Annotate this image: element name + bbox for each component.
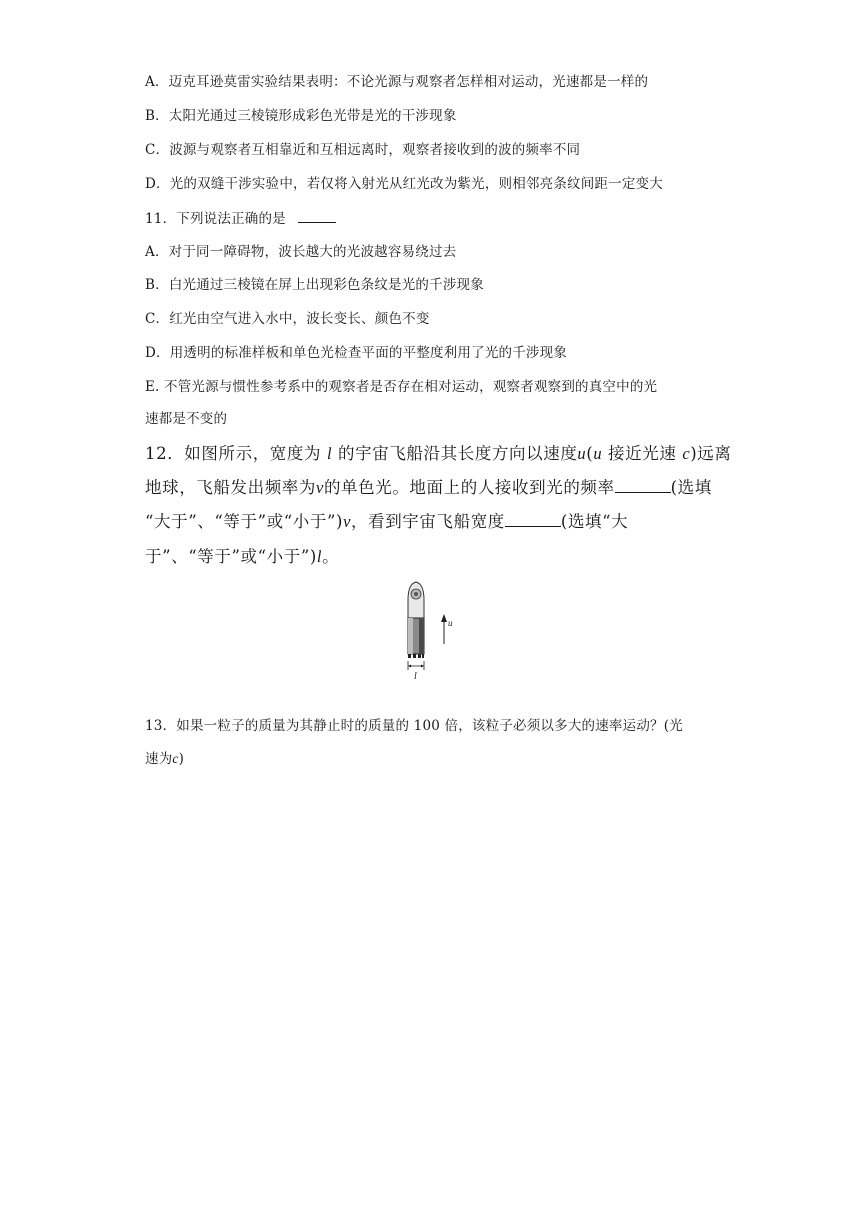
q11-stem-text: 11．下列说法正确的是 — [145, 211, 286, 227]
q10-option-a: A．迈克耳逊莫雷实验结果表明：不论光源与观察者怎样相对运动，光速都是一样的 — [145, 74, 649, 90]
figure-label-l: l — [414, 671, 417, 682]
figure-label-u: u — [448, 618, 453, 628]
q12-var-c: c — [682, 444, 691, 463]
q11-option-e: E. 不管光源与惯性参考系中的观察者是否存在相对运动，观察者观察到的真空中的光 — [145, 379, 658, 395]
q12-text: (选填 — [670, 478, 712, 497]
q12-text: 地球，飞船发出频率为 — [145, 478, 316, 497]
q13-line-1: 13．如果一粒子的质量为其静止时的质量的 100 倍，该粒子必须以多大的速率运动？(光 — [145, 718, 683, 734]
q10-option-b: B．太阳光通过三棱镜形成彩色光带是光的干涉现象 — [145, 108, 457, 124]
q13-var-c: c — [172, 751, 179, 766]
q12-answer-blank-2 — [505, 510, 561, 527]
q12-line-2 — [145, 476, 712, 500]
q13-text: 速为 — [145, 751, 173, 767]
q12-text: 于”、“等于”或“小于”) — [145, 547, 317, 566]
q12-text: ( — [586, 444, 594, 463]
q10-option-c: C．波源与观察者互相靠近和互相远离时，观察者接收到的波的频率不同 — [145, 142, 581, 158]
q13-text: ) — [178, 751, 185, 767]
q11-option-c: C．红光由空气进入水中，波长变长、颜色不变 — [145, 311, 430, 327]
q12-var-u: u — [593, 444, 603, 463]
q12-var-nu: ν — [343, 512, 351, 531]
q12-text: ，看到宇宙飞船宽度 — [351, 512, 505, 531]
q12-text: “大于”、“等于”或“小于”) — [145, 512, 344, 531]
q12-text: 12．如图所示，宽度为 — [145, 444, 322, 463]
q11-option-b: B．白光通过三棱镜在屏上出现彩色条纹是光的千涉现象 — [145, 277, 484, 293]
q11-option-a: A．对于同一障碍物，波长越大的光波越容易绕过去 — [145, 244, 457, 260]
q11-stem — [145, 208, 336, 229]
q12-answer-blank-1 — [615, 476, 671, 493]
q12-line-1 — [145, 442, 732, 466]
spaceship-figure — [396, 578, 466, 682]
q11-option-d: D．用透明的标准样板和单色光检查平面的平整度利用了光的千涉现象 — [145, 345, 568, 361]
q13-line-2 — [145, 749, 184, 769]
q12-var-u: u — [577, 444, 587, 463]
q12-text: 。 — [322, 547, 340, 566]
q11-option-e-cont: 速都是不变的 — [145, 411, 228, 427]
q12-text: 的单色光。地面上的人接收到光的频率 — [323, 478, 615, 497]
q12-text: 接近光速 — [608, 444, 677, 463]
q11-answer-blank — [298, 208, 336, 223]
q12-text: (选填“大 — [560, 512, 629, 531]
q12-var-nu: ν — [316, 478, 324, 497]
q12-line-4 — [145, 545, 339, 569]
q12-var-l: l — [316, 547, 323, 566]
q12-line-3 — [145, 510, 628, 534]
q12-text: )远离 — [690, 444, 732, 463]
q10-option-d: D．光的双缝干涉实验中，若仅将入射光从红光改为紫光，则相邻亮条纹间距一定变大 — [145, 176, 663, 192]
q12-text: 的宇宙飞船沿其长度方向以速度 — [338, 444, 578, 463]
q12-var-l: l — [326, 444, 333, 463]
